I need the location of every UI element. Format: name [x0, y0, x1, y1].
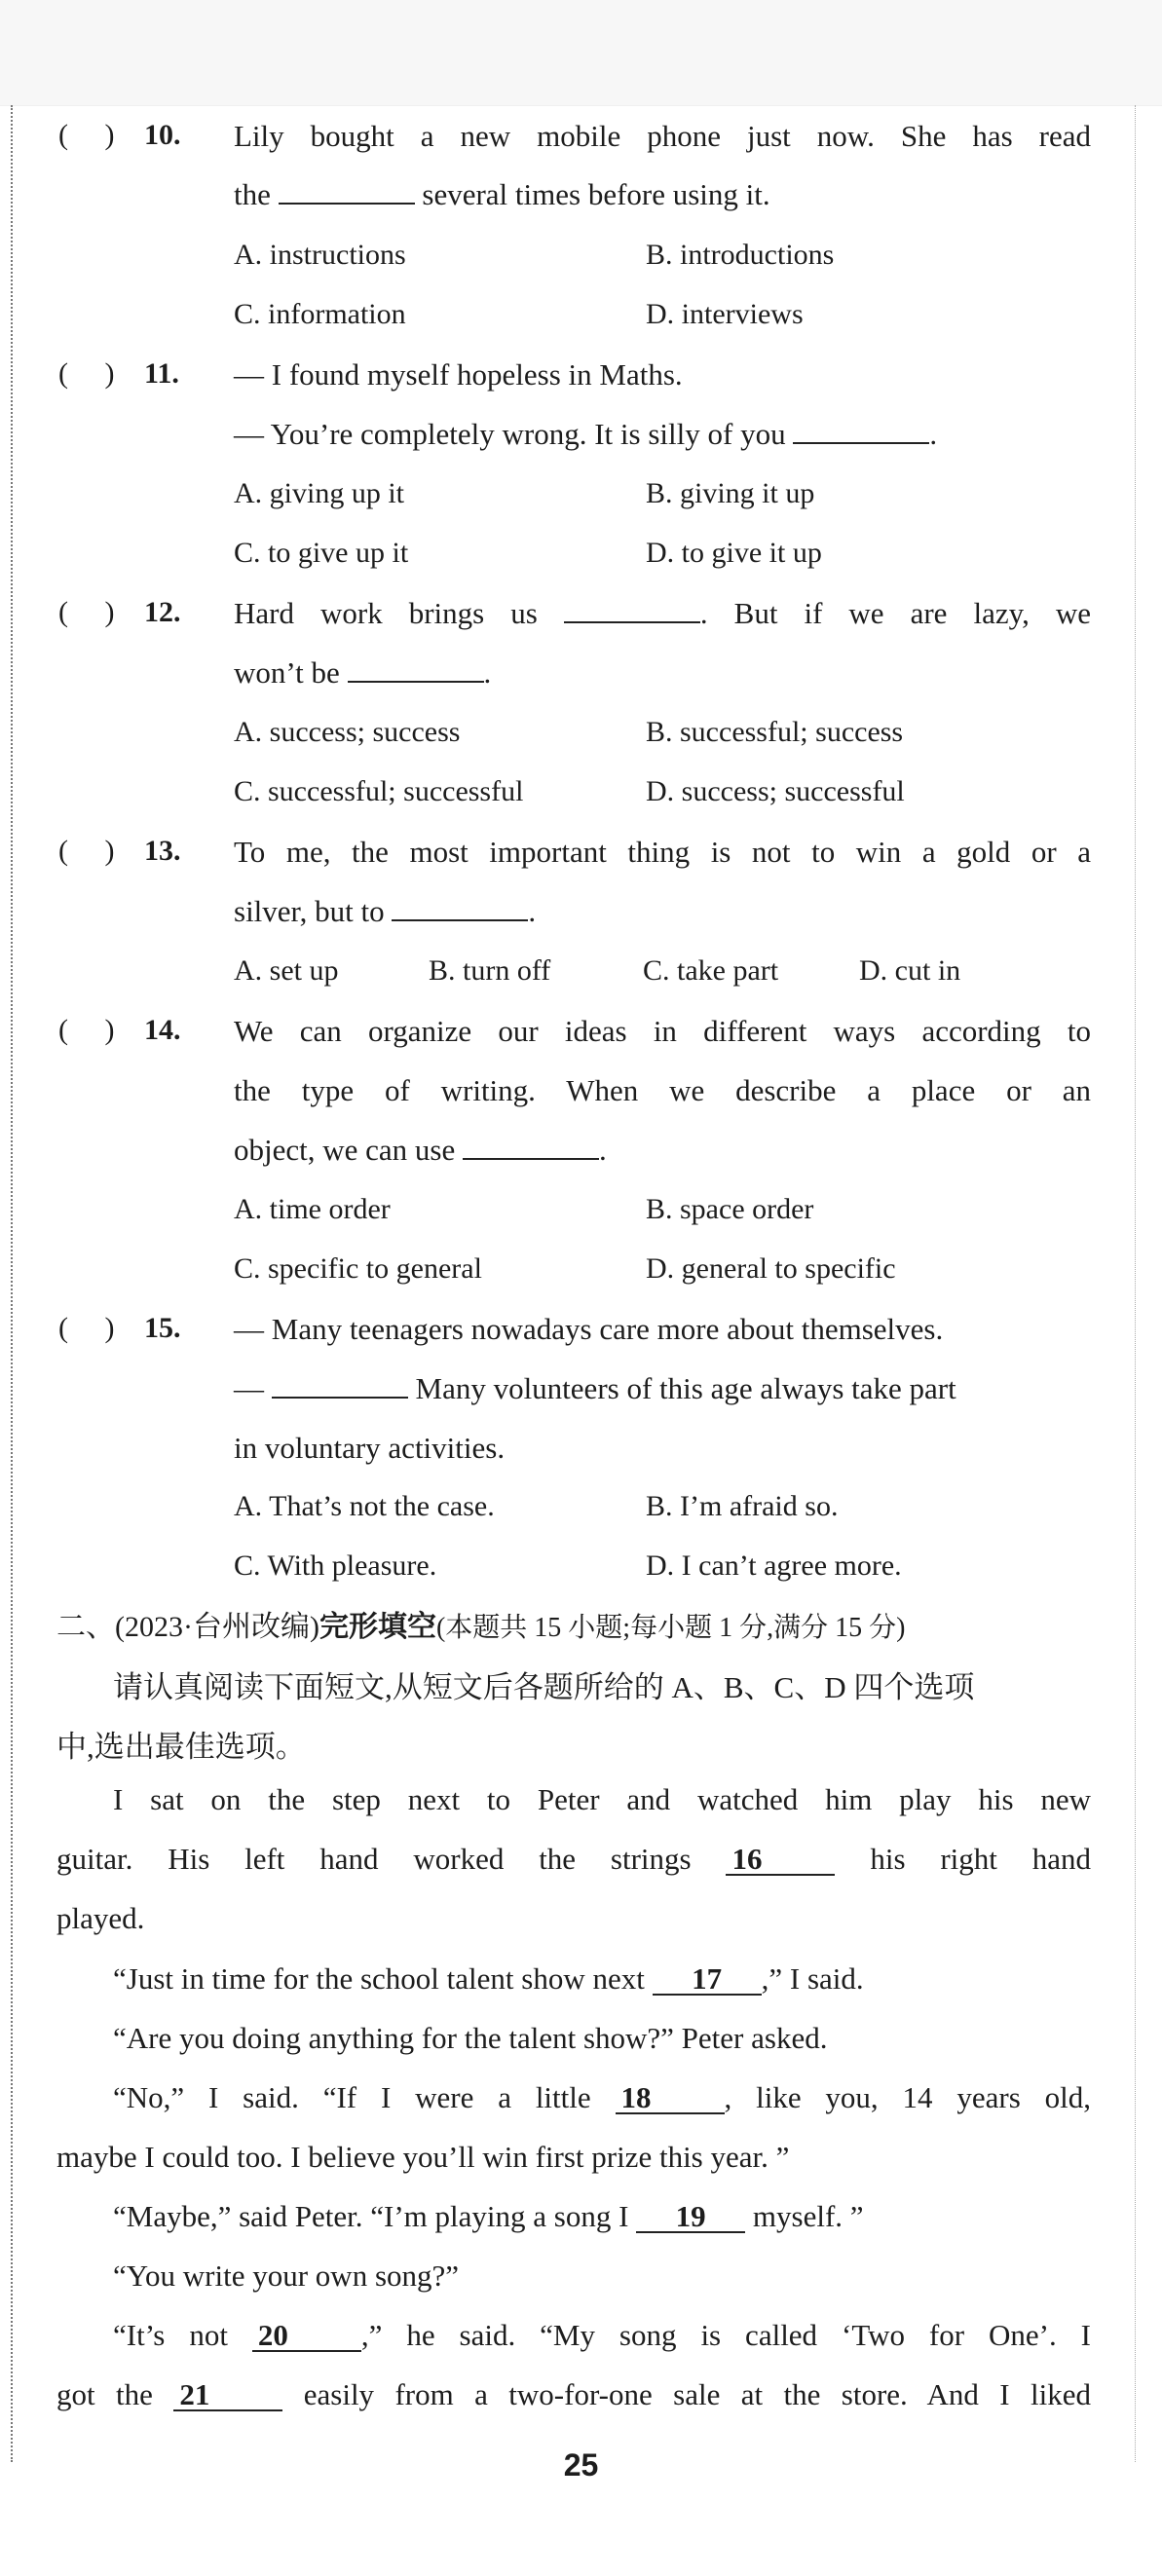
text-pre: won’t be: [234, 655, 340, 690]
option-b: B. turn off: [429, 954, 551, 987]
blank-17[interactable]: 17: [653, 1964, 762, 1996]
question-text: [234, 596, 1091, 631]
answer-paren[interactable]: ( ): [58, 596, 115, 628]
question-text: — Many teenagers nowadays care more about themselves.: [234, 1312, 944, 1346]
option-b: B. giving it up: [646, 477, 815, 509]
text-post: Many volunteers of this age always take part: [415, 1371, 956, 1405]
option-d: D. to give it up: [646, 537, 822, 569]
section-note: (本题共 15 小题;每小题 1 分,满分 15 分): [435, 1613, 906, 1643]
blank-18[interactable]: 18: [616, 2083, 725, 2114]
question-14-line3: [234, 1133, 607, 1168]
question-number: 13.: [144, 835, 181, 867]
right-margin-line: [1135, 105, 1136, 2462]
text-post: his right hand: [870, 1842, 1092, 1876]
question-13-line2: [234, 894, 536, 929]
option-b: B. successful; success: [646, 716, 904, 748]
option-a: A. That’s not the case.: [234, 1490, 495, 1522]
option-c: C. to give up it: [234, 537, 409, 569]
text-post: myself. ”: [752, 2199, 864, 2233]
question-text: We can organize our ideas in different ways according to: [234, 1014, 1091, 1048]
text-pre: “No,” I said. “If I were a little: [113, 2080, 591, 2114]
question-11-line2: [234, 417, 937, 452]
text-post: .: [528, 894, 537, 928]
text-post: , like you, 14 years old,: [724, 2080, 1091, 2114]
section-title: 完形填空: [319, 1611, 436, 1643]
answer-paren[interactable]: ( ): [58, 1312, 115, 1344]
text-pre: the: [234, 177, 271, 211]
question-10-line2: [234, 177, 770, 212]
question-number: 14.: [144, 1014, 181, 1046]
blank-21[interactable]: 21: [173, 2380, 282, 2411]
option-d: D. success; successful: [646, 775, 905, 807]
passage-p6: “You write your own song?”: [113, 2259, 460, 2293]
passage-p4-line1: [113, 2080, 1091, 2115]
blank-20[interactable]: 20: [252, 2321, 361, 2352]
text-pre: —: [234, 1371, 264, 1405]
text-post: ,” I said.: [761, 1961, 864, 1996]
page-number: 25: [563, 2447, 599, 2483]
text-pre: “Just in time for the school talent show next: [113, 1961, 645, 1996]
answer-blank: [392, 896, 528, 921]
option-a: A. time order: [234, 1193, 391, 1225]
question-15-line3: in voluntary activities.: [234, 1431, 506, 1465]
option-c: C. specific to general: [234, 1252, 482, 1285]
text-pre: object, we can use: [234, 1133, 456, 1167]
option-d: D. I can’t agree more.: [646, 1549, 902, 1582]
question-number: 10.: [144, 119, 181, 151]
option-d: D. general to specific: [646, 1252, 896, 1285]
answer-paren[interactable]: ( ): [58, 119, 115, 151]
question-15-line2: [234, 1371, 956, 1406]
section-heading: [56, 1602, 905, 1645]
binding-margin-line: [11, 105, 13, 2462]
answer-paren[interactable]: ( ): [58, 835, 115, 867]
answer-blank: [279, 179, 415, 205]
text-pre: “It’s not: [113, 2318, 228, 2352]
passage-p1-line1: I sat on the step next to Peter and watched him play his new: [113, 1782, 1091, 1816]
question-number: 11.: [144, 357, 179, 390]
option-a: A. success; success: [234, 716, 461, 748]
text-post: .: [483, 655, 492, 690]
text-post: .: [929, 417, 938, 451]
blank-16[interactable]: 16: [726, 1845, 835, 1876]
passage-p7-line2: [56, 2377, 1091, 2412]
text-pre: guitar. His left hand worked the strings: [56, 1842, 692, 1876]
question-text: Lily bought a new mobile phone just now. She has read: [234, 119, 1091, 153]
text-pre: silver, but to: [234, 894, 385, 928]
blank-19[interactable]: 19: [636, 2202, 745, 2233]
answer-blank: [272, 1373, 408, 1399]
text-pre: got the: [56, 2377, 153, 2411]
option-a: A. giving up it: [234, 477, 405, 509]
question-12-line2: [234, 655, 491, 691]
question-number: 15.: [144, 1312, 181, 1344]
text-post: easily from a two-for-one sale at the store. And I liked: [303, 2377, 1092, 2411]
passage-p7-line1: [113, 2318, 1091, 2353]
passage-p1-line2: [56, 1842, 1091, 1877]
option-a: A. instructions: [234, 239, 406, 271]
option-d: D. interviews: [646, 298, 804, 330]
passage-p5: [113, 2199, 864, 2234]
question-14-line2: the type of writing. When we describe a place or an: [234, 1073, 1091, 1107]
text-pre: Hard work brings us: [234, 596, 538, 630]
text-post: .: [598, 1133, 607, 1167]
instruction-line-1: 请认真阅读下面短文,从短文后各题所给的 A、B、C、D 四个选项: [113, 1670, 975, 1704]
instruction-line-2: 中,选出最佳选项。: [56, 1730, 306, 1764]
question-number: 12.: [144, 596, 181, 628]
question-text: To me, the most important thing is not to win a gold or a: [234, 835, 1091, 869]
answer-paren[interactable]: ( ): [58, 357, 115, 390]
option-c: C. take part: [643, 954, 779, 987]
answer-blank: [348, 657, 484, 683]
option-a: A. set up: [234, 954, 339, 987]
answer-blank: [564, 598, 700, 623]
section-prefix: 二、(2023·台州改编): [56, 1611, 319, 1643]
answer-blank: [793, 419, 929, 444]
text-pre: “Maybe,” said Peter. “I’m playing a song I: [113, 2199, 629, 2233]
top-band: [0, 0, 1162, 106]
question-text: — I found myself hopeless in Maths.: [234, 357, 683, 392]
passage-p2: [113, 1961, 864, 1997]
text-post: . But if we are lazy, we: [699, 596, 1091, 630]
option-b: B. space order: [646, 1193, 814, 1225]
passage-p4-line2: maybe I could too. I believe you’ll win first prize this year. ”: [56, 2140, 790, 2174]
option-c: C. successful; successful: [234, 775, 524, 807]
option-b: B. introductions: [646, 239, 835, 271]
option-b: B. I’m afraid so.: [646, 1490, 839, 1522]
passage-p3: “Are you doing anything for the talent show?” Peter asked.: [113, 2021, 828, 2055]
answer-blank: [463, 1135, 599, 1160]
text-pre: — You’re completely wrong. It is silly of you: [234, 417, 786, 451]
option-d: D. cut in: [859, 954, 961, 987]
text-post: ,” he said. “My song is called ‘Two for One’. I: [360, 2318, 1091, 2352]
text-post: several times before using it.: [422, 177, 770, 211]
option-c: C. With pleasure.: [234, 1549, 437, 1582]
passage-p1-line3: played.: [56, 1901, 145, 1935]
answer-paren[interactable]: ( ): [58, 1014, 115, 1046]
option-c: C. information: [234, 298, 406, 330]
